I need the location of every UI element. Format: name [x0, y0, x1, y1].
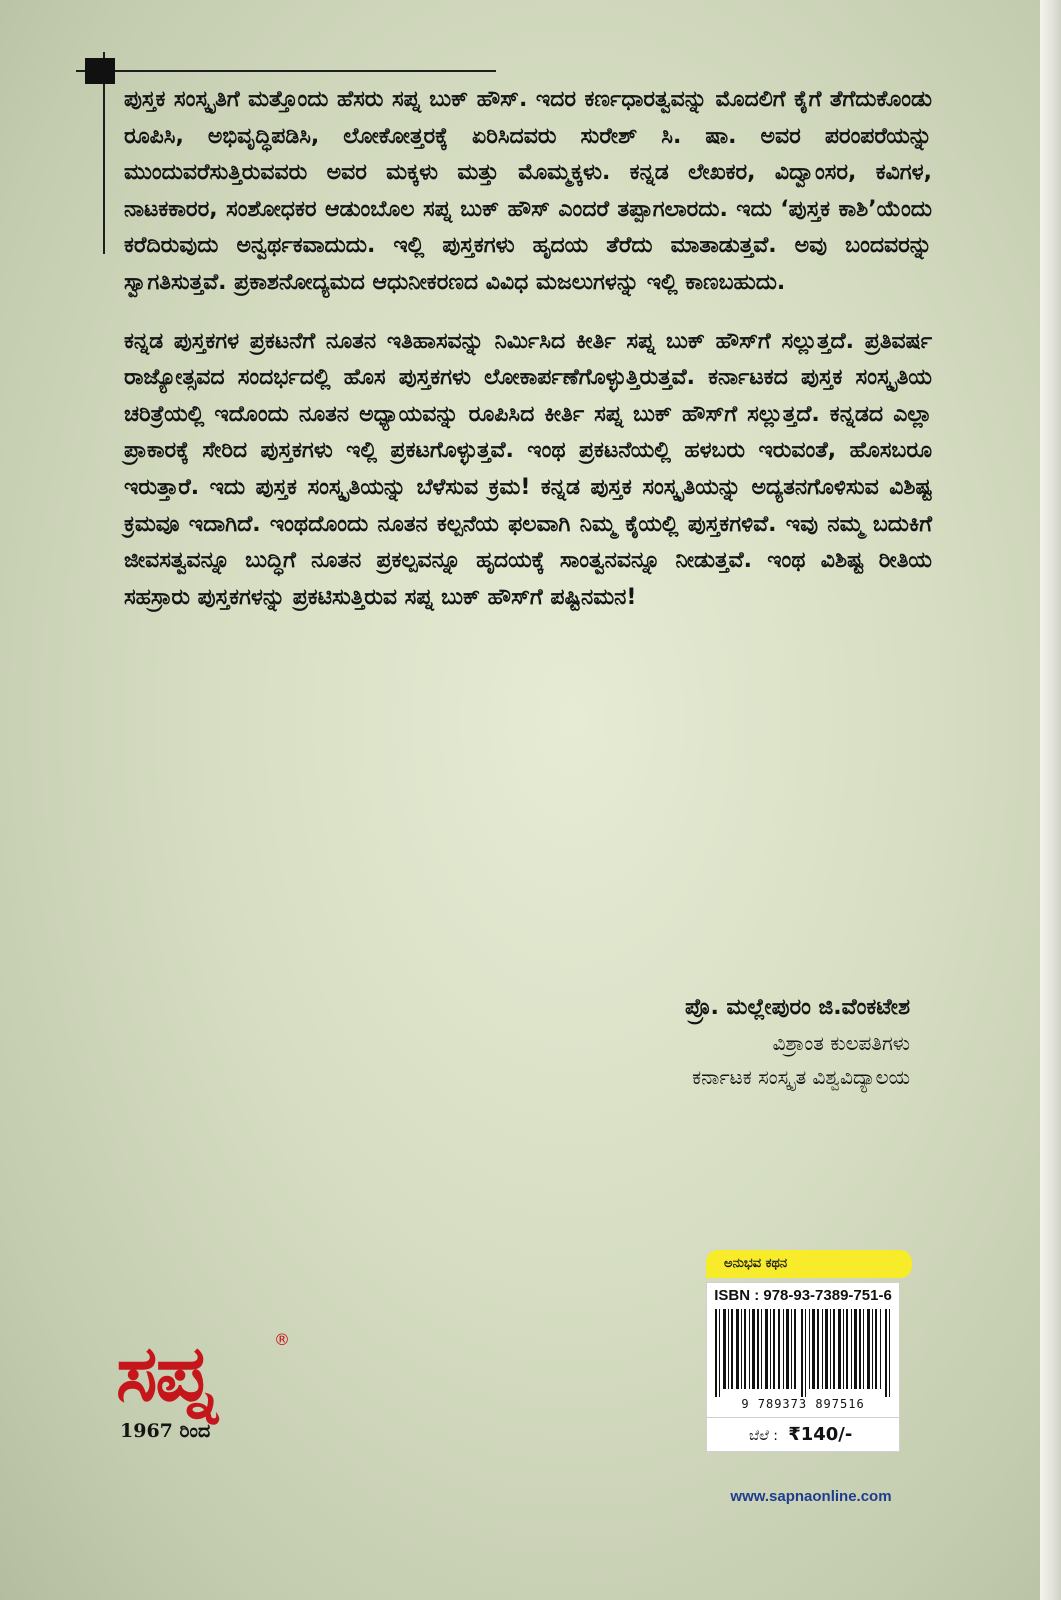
author-name: ಪ್ರೊ. ಮಲ್ಲೇಪುರಂ ಜಿ.ವೆಂಕಟೇಶ [685, 995, 910, 1020]
barcode-digits: 9 789373 897516 [741, 1397, 865, 1411]
blurb-text [124, 82, 932, 616]
registered-mark-icon: ® [274, 1330, 290, 1349]
signature-block [685, 990, 910, 1094]
blurb-paragraph-2: ಕನ್ನಡ ಪುಸ್ತಕಗಳ ಪ್ರಕಟನೆಗೆ ನೂತನ ಇತಿಹಾಸವನ್ನು ನಿರ್ಮಿಸಿದ ಕೀರ್ತಿ ಸಪ್ನ ಬುಕ್ ಹೌಸ್‌ಗೆ ಸಲ್ಲುತ್ತದೆ. ಪ್ರತಿವರ್ಷ ರಾಜ್ಯೋತ್ಸವದ ಸಂದರ್ಭದಲ್ಲಿ ಹೊಸ ಪುಸ್ತಕಗಳು ಲೋಕಾರ್ಪಣೆಗೊಳ್ಳುತ್ತಿರುತ್ತವೆ. ಕರ್ನಾಟಕದ ಪುಸ್ತಕ ಸಂಸ್ಕೃತಿಯ ಚರಿತ್ರೆಯಲ್ಲಿ ಇದೊಂದು ನೂತನ ಅಧ್ಯಾಯವನ್ನು ರೂಪಿಸಿದ ಕೀರ್ತಿ ಸಪ್ನ ಬುಕ್ ಹೌಸ್‌ಗೆ ಸಲ್ಲುತ್ತದೆ. ಕನ್ನಡದ ಎಲ್ಲಾ ಪ್ರಾಕಾರಕ್ಕೆ ಸೇರಿದ ಪುಸ್ತಕಗಳು ಇಲ್ಲಿ ಪ್ರಕಟಗೊಳ್ಳುತ್ತವೆ. ಇಂಥ ಪ್ರಕಟನೆಯಲ್ಲಿ ಹಳಬರು ಇರುವಂತೆ, ಹೊಸಬರೂ ಇರುತ್ತಾರೆ. ಇದು ಪುಸ್ತಕ ಸಂಸ್ಕೃತಿಯನ್ನು ಬೆಳೆಸುವ ಕ್ರಮ! ಕನ್ನಡ ಪುಸ್ತಕ ಸಂಸ್ಕೃತಿಯನ್ನು ಅದ್ಯತನಗೊಳಿಸುವ ವಿಶಿಷ್ಟ ಕ್ರಮವೂ ಇದಾಗಿದೆ. ಇಂಥದೊಂದು ನೂತನ ಕಲ್ಪನೆಯ ಫಲವಾಗಿ ನಿಮ್ಮ ಕೈಯಲ್ಲಿ ಪುಸ್ತಕಗಳಿವೆ. ಇವು ನಮ್ಮ ಬದುಕಿಗೆ ಜೀವಸತ್ವವನ್ನೂ ಬುದ್ಧಿಗೆ ನೂತನ ಪ್ರಕಲ್ಪವನ್ನೂ ಹೃದಯಕ್ಕೆ ಸಾಂತ್ವನವನ್ನೂ ನೀಡುತ್ತವೆ. ಇಂಥ ವಿಶಿಷ್ಟ ರೀತಿಯ ಸಹಸ್ರಾರು ಪುಸ್ತಕಗಳನ್ನು ಪ್ರಕಟಿಸುತ್ತಿರುವ ಸಪ್ನ ಬುಕ್ ಹೌಸ್‌ಗೆ ಪಷ್ಟಿನಮನ! [124, 328, 932, 610]
blurb-paragraph-1: ಪುಸ್ತಕ ಸಂಸ್ಕೃತಿಗೆ ಮತ್ತೊಂದು ಹೆಸರು ಸಪ್ನ ಬುಕ್ ಹೌಸ್. ಇದರ ಕರ್ಣಧಾರತ್ವವನ್ನು ಮೊದಲಿಗೆ ಕೈಗೆ ತೆಗೆದುಕೊಂಡು ರೂಪಿಸಿ, ಅಭಿವೃದ್ಧಿಪಡಿಸಿ, ಲೋಕೋತ್ತರಕ್ಕೆ ಏರಿಸಿದವರು ಸುರೇಶ್ ಸಿ. ಷಾ. ಅವರ ಪರಂಪರೆಯನ್ನು ಮುಂದುವರೆಸುತ್ತಿರುವವರು ಅವರ ಮಕ್ಕಳು ಮತ್ತು ಮೊಮ್ಮಕ್ಕಳು. ಕನ್ನಡ ಲೇಖಕರ, ವಿದ್ವಾಂಸರ, ಕವಿಗಳ, ನಾಟಕಕಾರರ, ಸಂಶೋಧಕರ ಆಡುಂಬೊಲ ಸಪ್ನ ಬುಕ್ ಹೌಸ್ ಎಂದರೆ ತಪ್ಪಾಗಲಾರದು. ಇದು ‘ಪುಸ್ತಕ ಕಾಶಿ’ಯೆಂದು ಕರೆದಿರುವುದು ಅನ್ವರ್ಥಕವಾದುದು. ಇಲ್ಲಿ ಪುಸ್ತಕಗಳು ಹೃದಯ ತೆರೆದು ಮಾತಾಡುತ್ತವೆ. ಅವು ಬಂದವರನ್ನು ಸ್ವಾಗತಿಸುತ್ತವೆ. ಪ್ರಕಾಶನೋದ್ಯಮದ ಆಧುನೀಕರಣದ ವಿವಿಧ ಮಜಲುಗಳನ್ನು ಇಲ್ಲಿ ಕಾಣಬಹುದು. [124, 87, 932, 295]
genre-tag: ಅನುಭವ ಕಥನ [706, 1250, 912, 1278]
price-value: ₹140/- [788, 1424, 853, 1445]
price-row [707, 1417, 899, 1451]
author-title: ವಿಶ್ರಾಂತ ಕುಲಪತಿಗಳು [772, 1031, 910, 1055]
publisher-logo [116, 1328, 296, 1458]
corner-square-icon [85, 58, 115, 84]
barcode-icon [713, 1309, 895, 1397]
page-edge [1040, 0, 1061, 1600]
isbn-label: ISBN : 978-93-7389-751-6 [714, 1287, 892, 1304]
price-label: ಬೆಲೆ : [749, 1428, 778, 1444]
logo-since-year: 1967 ರಿಂದ [120, 1420, 211, 1442]
corner-horizontal-rule [76, 70, 496, 72]
author-institution: ಕರ್ನಾಟಕ ಸಂಸ್ಕೃತ ವಿಶ್ವವಿದ್ಯಾಲಯ [692, 1065, 910, 1089]
logo-wordmark: ಸಪ್ನ [116, 1328, 214, 1419]
isbn-barcode-box [706, 1282, 900, 1452]
publisher-website-link[interactable]: www.sapnaonline.com [730, 1488, 892, 1505]
